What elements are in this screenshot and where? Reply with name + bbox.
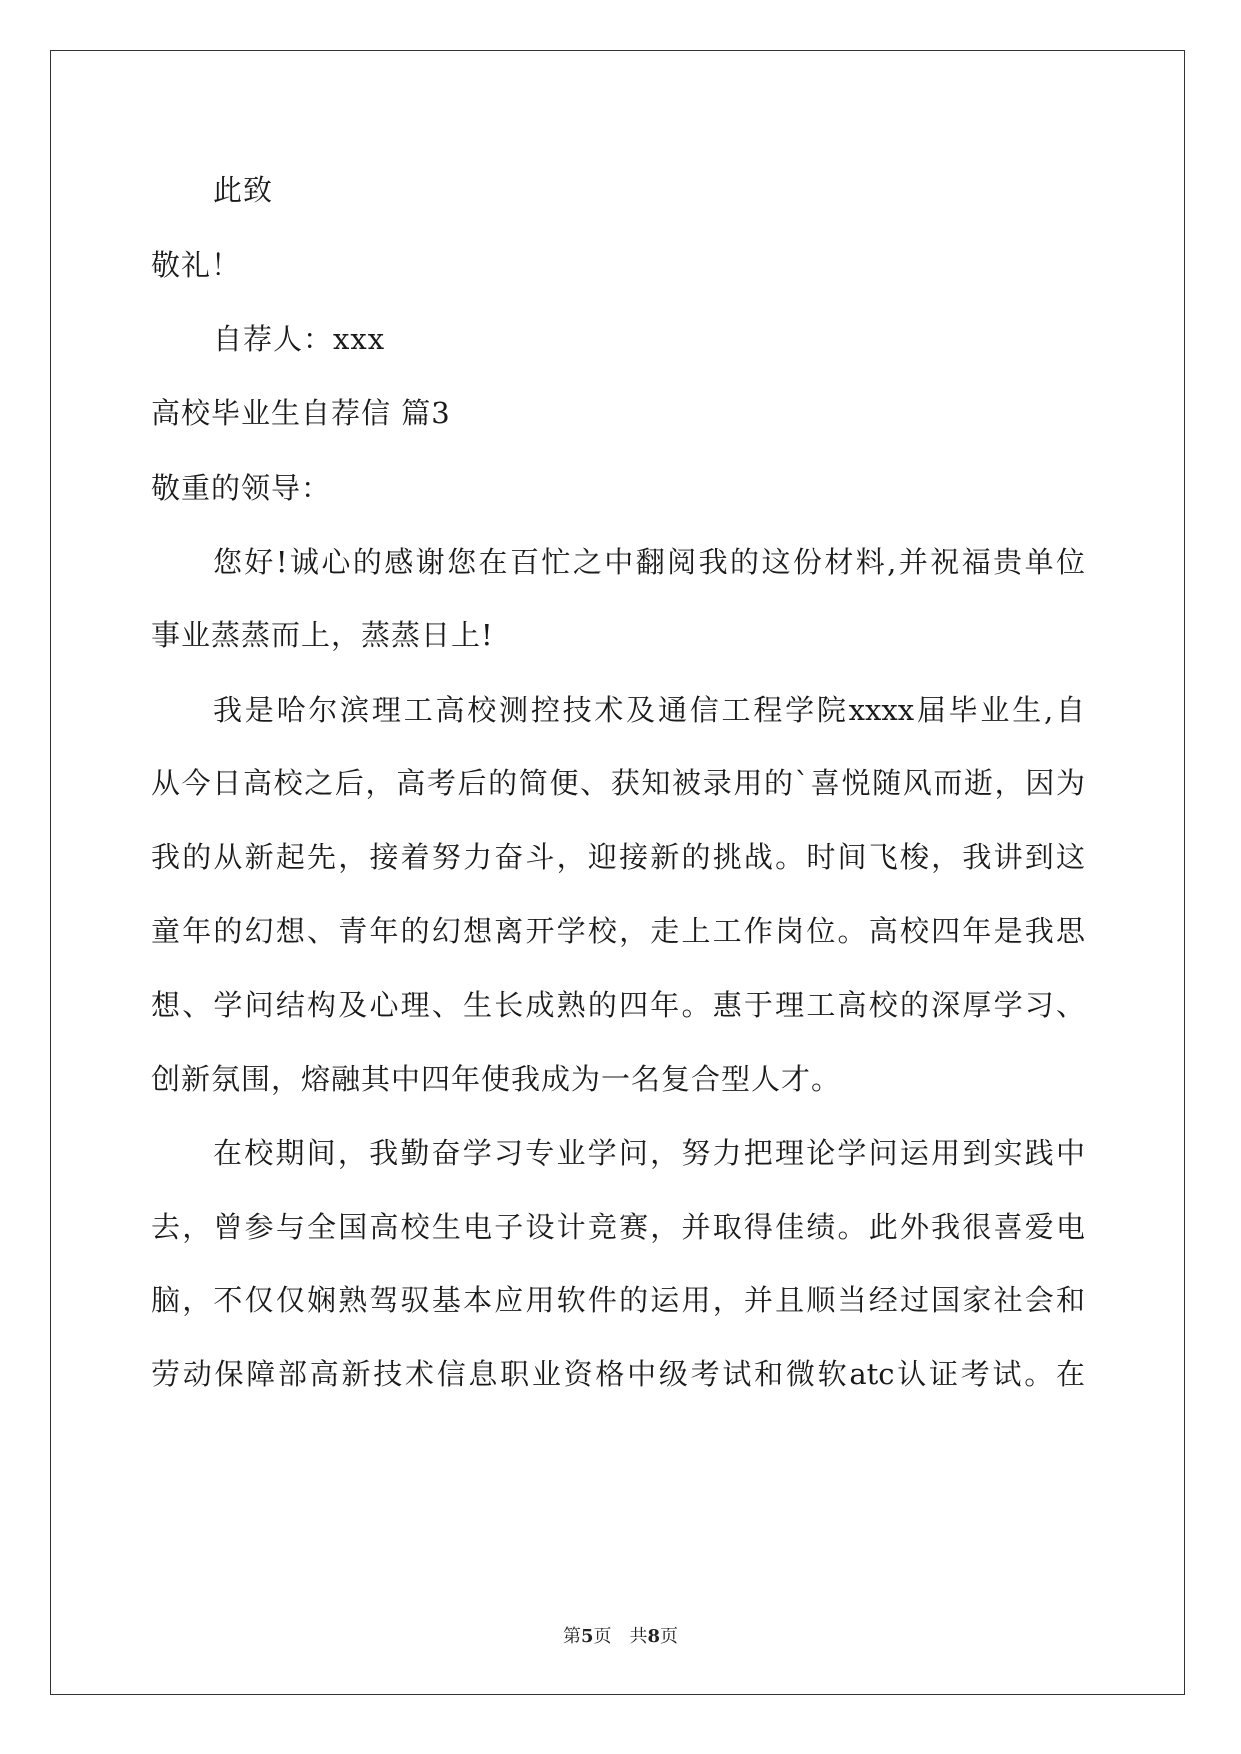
paragraph-3-line-3: 脑，不仅仅娴熟驾驭基本应用软件的运用，并且顺当经过国家社会和: [151, 1283, 1085, 1317]
paragraph-1-line-2: 事业蒸蒸而上，蒸蒸日上!: [151, 618, 494, 652]
paragraph-3-line-4: 劳动保障部高新技术信息职业资格中级考试和微软atc认证考试。在: [151, 1357, 1085, 1391]
section-title: 高校毕业生自荐信 篇3: [151, 396, 451, 430]
current-page-number: 5: [580, 1626, 594, 1647]
paragraph-1-line-1: 您好!诚心的感谢您在百忙之中翻阅我的这份材料,并祝福贵单位: [213, 545, 1085, 579]
paragraph-3-line-2: 去，曾参与全国高校生电子设计竞赛，并取得佳绩。此外我很喜爱电: [151, 1210, 1085, 1244]
paragraph-2-line-6: 创新氛围，熔融其中四年使我成为一名复合型人才。: [151, 1062, 842, 1096]
closing-line-2: 敬礼！: [151, 248, 242, 282]
total-pages-number: 8: [647, 1626, 661, 1647]
paragraph-2-line-2: 从今日高校之后，高考后的简便、获知被录用的`喜悦随风而逝，因为: [151, 766, 1085, 800]
footer-mid: 页 共: [593, 1626, 648, 1647]
signature-line: 自荐人：xxx: [213, 322, 386, 356]
footer-prefix: 第: [562, 1626, 581, 1647]
closing-line-1: 此致: [213, 173, 274, 207]
paragraph-2-line-4: 童年的幻想、青年的幻想离开学校，走上工作岗位。高校四年是我思: [151, 914, 1085, 948]
salutation: 敬重的领导：: [151, 471, 332, 505]
paragraph-2-line-1: 我是哈尔滨理工高校测控技术及通信工程学院xxxx届毕业生,自: [213, 693, 1085, 727]
paragraph-3-line-1: 在校期间，我勤奋学习专业学问，努力把理论学问运用到实践中: [213, 1136, 1085, 1170]
footer-suffix: 页: [660, 1626, 679, 1647]
paragraph-2-line-3: 我的从新起先，接着努力奋斗，迎接新的挑战。时间飞梭，我讲到这: [151, 840, 1085, 874]
page-footer: [0, 1622, 1241, 1648]
paragraph-2-line-5: 想、学问结构及心理、生长成熟的四年。惠于理工高校的深厚学习、: [151, 988, 1085, 1022]
